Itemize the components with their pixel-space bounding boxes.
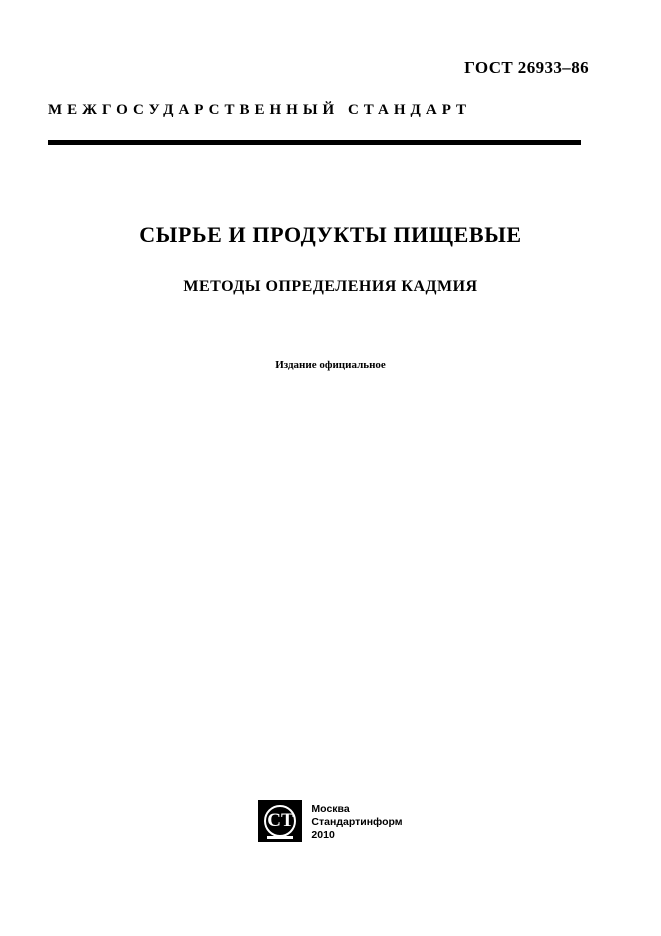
page-subtitle: МЕТОДЫ ОПРЕДЕЛЕНИЯ КАДМИЯ [183,278,478,295]
standartinform-logo-icon [258,800,302,842]
standard-type-heading: МЕЖГОСУДАРСТВЕННЫЙ СТАНДАРТ [48,102,472,118]
publisher-city: Москва [311,803,350,815]
edition-note: Издание официальное [275,359,386,371]
publisher-text [311,800,402,842]
horizontal-rule [48,140,581,145]
publisher-block [0,800,661,842]
publisher-year: 2010 [311,829,335,841]
page-title: СЫРЬЕ И ПРОДУКТЫ ПИЩЕВЫЕ [139,222,522,247]
logo-glyph: СТ [267,810,294,831]
publisher-name: Стандартинформ [311,816,403,828]
logo-bar [267,836,293,839]
standard-number: ГОСТ 26933–86 [464,58,589,77]
